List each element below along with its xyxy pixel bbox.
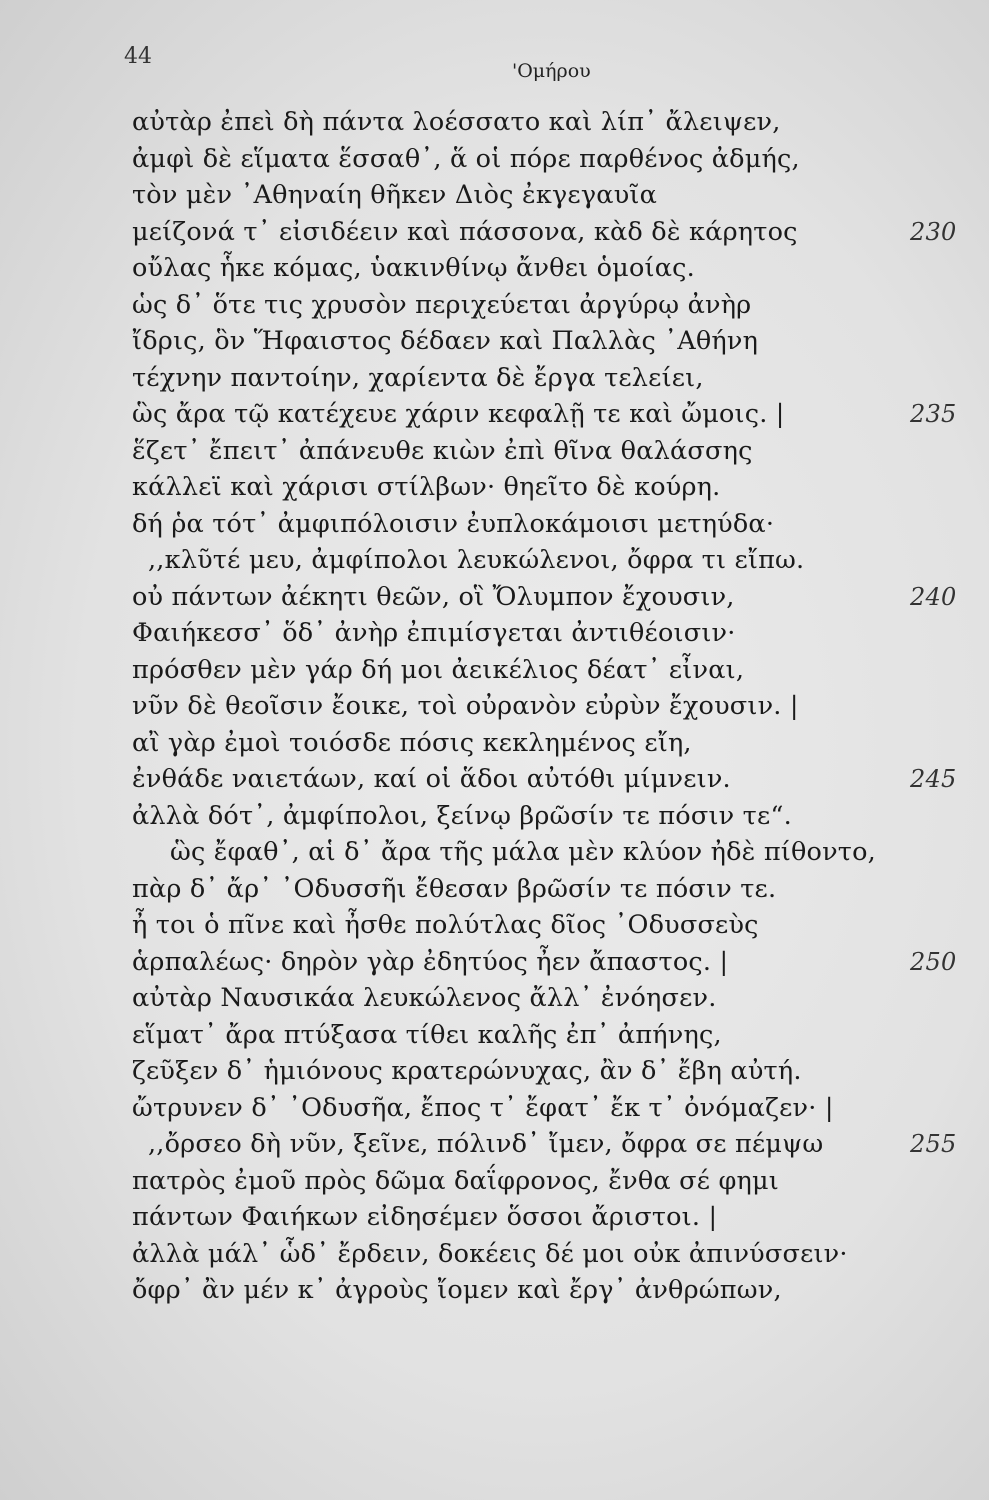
verse-line <box>132 1236 876 1273</box>
verse-text: ,,κλῦτέ μευ, ἀμφίπολοι λευκώλενοι, ὄφρα τι εἴπω. <box>148 545 805 575</box>
verse-line <box>132 214 957 251</box>
verse-text: ὄφρ᾽ ἂν μέν κ᾽ ἀγροὺς ἴομεν καὶ ἔργ᾽ ἀνθρώπων, <box>132 1275 782 1305</box>
verse-text: Φαιήκεσσ᾽ ὅδ᾽ ἀνὴρ ἐπιμίσγεται ἀντιθέοισιν· <box>132 618 736 648</box>
verse-text: ,,ὄρσεο δὴ νῦν, ξεῖνε, πόλινδ᾽ ἴμεν, ὄφρα σε πέμψω <box>148 1129 824 1159</box>
verse-line <box>132 1090 876 1127</box>
verse-text: ὡς δ᾽ ὅτε τις χρυσὸν περιχεύεται ἀργύρῳ ἀνὴρ <box>132 289 752 320</box>
verse-line <box>132 688 876 725</box>
verse-line <box>132 1163 876 1200</box>
verse-text: ἀμφὶ δὲ εἵματα ἕσσαθ᾽, ἅ οἱ πόρε παρθένος ἀδμής, <box>132 143 800 174</box>
line-number: 245 <box>910 765 957 793</box>
verse-text: εἵματ᾽ ἄρα πτύξασα τίθει καλῆς ἐπ᾽ ἀπήνης, <box>132 1019 722 1050</box>
verse-text: ἴδρις, ὃν Ἥφαιστος δέδαεν καὶ Παλλὰς ᾽Αθήνη <box>132 326 759 356</box>
page-number: 44 <box>124 44 152 69</box>
verse-line <box>132 1017 876 1054</box>
line-number: 250 <box>910 947 957 976</box>
verse-text: αὐτὰρ Ναυσικάα λευκώλενος ἄλλ᾽ ἐνόησεν. <box>132 983 717 1013</box>
verse-line <box>132 141 876 178</box>
running-head: 'Ομήρου <box>512 60 591 82</box>
verse-text: ἕζετ᾽ ἔπειτ᾽ ἀπάνευθε κιὼν ἐπὶ θῖνα θαλάσσης <box>132 435 753 466</box>
verse-line <box>132 287 876 324</box>
verse-line <box>132 652 876 689</box>
verse-text: ὤτρυνεν δ᾽ ᾽Οδυσῆα, ἔπος τ᾽ ἔφατ᾽ ἔκ τ᾽ ὀνόμαζεν· | <box>132 1092 834 1123</box>
verse-text: αὐτὰρ ἐπεὶ δὴ πάντα λοέσσατο καὶ λίπ᾽ ἄλειψεν, <box>132 107 781 137</box>
verse-line <box>132 1126 957 1163</box>
verse-text: κάλλεϊ καὶ χάρισι στίλβων· θηεῖτο δὲ κούρη. <box>132 472 721 502</box>
verse-line <box>132 834 876 871</box>
verse-text: ἀλλὰ δότ᾽, ἀμφίπολοι, ξείνῳ βρῶσίν τε πόσιν τε“. <box>132 800 792 831</box>
verse-line <box>132 944 957 981</box>
verse-line <box>132 1199 876 1236</box>
verse-line <box>132 433 876 470</box>
verse-text: ἀλλὰ μάλ᾽ ὧδ᾽ ἔρδειν, δοκέεις δέ μοι οὐκ ἀπινύσσειν· <box>132 1238 848 1269</box>
verse-text: ζεῦξεν δ᾽ ἡμιόνους κρατερώνυχας, ἂν δ᾽ ἔβη αὐτή. <box>132 1056 802 1086</box>
line-number: 255 <box>910 1130 957 1158</box>
verse-text: οὔλας ἧκε κόμας, ὑακινθίνῳ ἄνθει ὁμοίας. <box>132 253 695 283</box>
verse-text: μείζονά τ᾽ εἰσιδέειν καὶ πάσσονα, κὰδ δὲ κάρητος <box>132 216 798 247</box>
line-number: 235 <box>910 400 957 428</box>
verse-line <box>132 907 876 944</box>
verse-text: ἦ τοι ὁ πῖνε καὶ ἦσθε πολύτλας δῖος ᾽Οδυσσεὺς <box>132 910 759 940</box>
verse-text: πάντων Φαιήκων εἰδησέμεν ὅσσοι ἄριστοι. | <box>132 1202 718 1232</box>
verse-line <box>132 542 876 579</box>
verse-line <box>132 323 876 360</box>
verse-line <box>132 615 876 652</box>
verse-line <box>132 761 957 798</box>
verse-text: τέχνην παντοίην, χαρίεντα δὲ ἔργα τελείει, <box>132 362 704 393</box>
verse-text: πρόσθεν μὲν γάρ δή μοι ἀεικέλιος δέατ᾽ εἶναι, <box>132 654 745 685</box>
verse-line <box>132 980 876 1017</box>
verse-line <box>132 250 876 287</box>
verse-line <box>132 360 876 397</box>
verse-text: αἲ γὰρ ἐμοὶ τοιόσδε πόσις κεκλημένος εἴη, <box>132 727 692 758</box>
verse-line <box>132 506 876 543</box>
verse-text: ἁρπαλέως· δηρὸν γὰρ ἐδητύος ἦεν ἄπαστος. | <box>132 946 729 977</box>
verse-block <box>132 104 957 1309</box>
verse-text: νῦν δὲ θεοῖσιν ἔοικε, τοὶ οὐρανὸν εὐρὺν ἔχουσιν. | <box>132 691 799 721</box>
verse-text: δή ῥα τότ᾽ ἀμφιπόλοισιν ἐυπλοκάμοισι μετηύδα· <box>132 508 775 539</box>
verse-line <box>132 798 876 835</box>
verse-line <box>132 1272 876 1309</box>
verse-line <box>132 104 876 141</box>
verse-text: ὣς ἔφαθ᾽, αἱ δ᾽ ἄρα τῆς μάλα μὲν κλύον ἠδὲ πίθοντο, <box>170 837 876 867</box>
verse-line <box>132 871 876 908</box>
verse-text: ὣς ἄρα τῷ κατέχευε χάριν κεφαλῇ τε καὶ ὤμοις. | <box>132 399 785 429</box>
verse-line <box>132 725 876 762</box>
verse-line <box>132 579 957 616</box>
line-number: 230 <box>910 217 957 246</box>
verse-text: τὸν μὲν ᾽Αθηναίη θῆκεν Διὸς ἐκγεγαυῖα <box>132 180 658 210</box>
verse-line <box>132 396 957 433</box>
verse-line <box>132 177 876 214</box>
verse-line <box>132 469 876 506</box>
verse-text: πατρὸς ἐμοῦ πρὸς δῶμα δαΐφρονος, ἔνθα σέ φημι <box>132 1165 779 1196</box>
verse-line <box>132 1053 876 1090</box>
line-number: 240 <box>910 582 957 611</box>
verse-text: ἐνθάδε ναιετάων, καί οἱ ἅδοι αὐτόθι μίμνειν. <box>132 764 731 794</box>
verse-text: οὐ πάντων ἀέκητι θεῶν, οἳ Ὄλυμπον ἔχουσιν, <box>132 581 735 612</box>
verse-text: πὰρ δ᾽ ἄρ᾽ ᾽Οδυσσῆι ἔθεσαν βρῶσίν τε πόσιν τε. <box>132 873 777 904</box>
